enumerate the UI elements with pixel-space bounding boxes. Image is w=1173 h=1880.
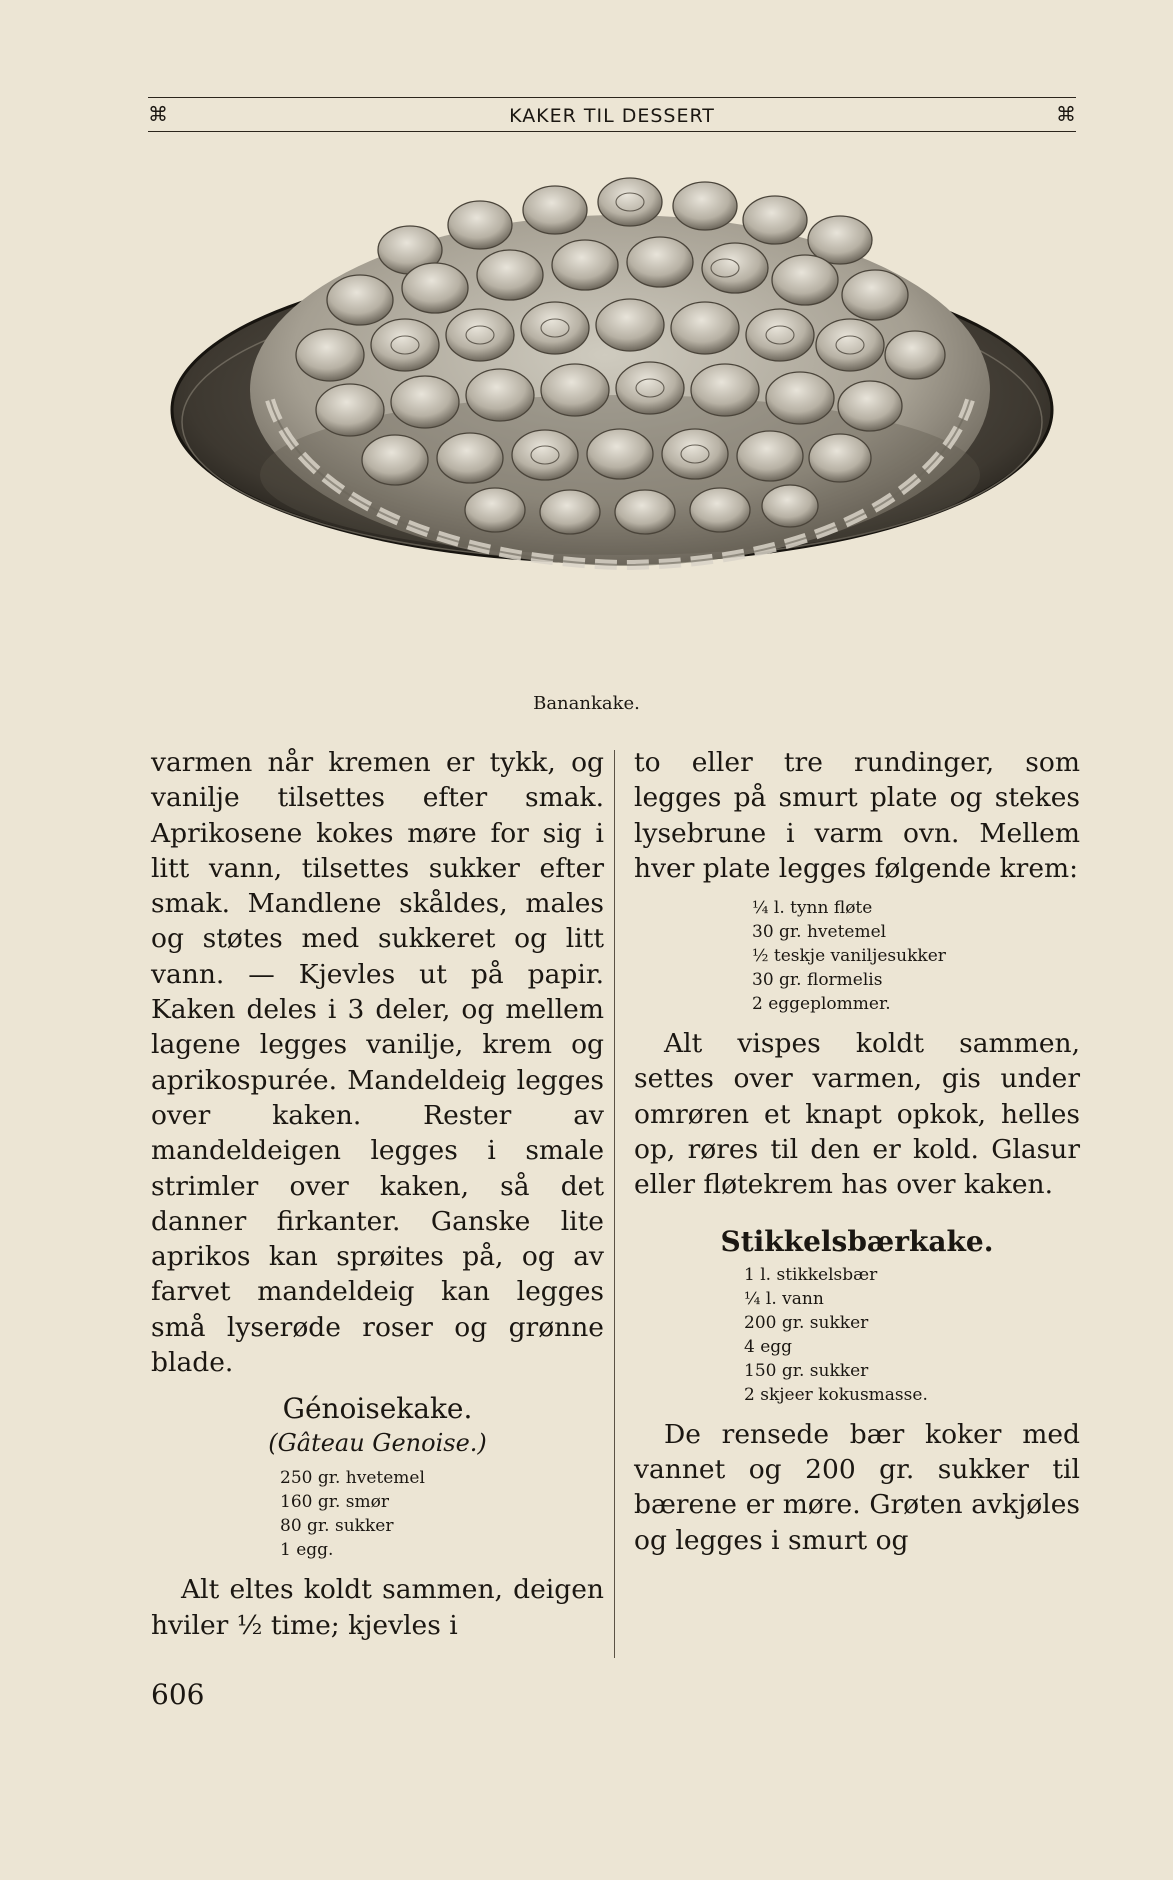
ingredient-item: ¼ l. vann <box>744 1288 824 1309</box>
recipe-title-stikkelsbaer: Stikkelsbærkake. <box>720 1224 994 1258</box>
recipe-subtitle-genoise: (Gâteau Genoise.) <box>268 1429 487 1458</box>
body-paragraph: to eller tre rundinger, som legges på smurt plate og stekes lysebrune i varm ovn. Mellem hver plate legges følgende krem: <box>634 747 1080 884</box>
ingredient-item: 30 gr. flormelis <box>752 970 883 991</box>
body-paragraph: Alt vispes koldt sammen, settes over varmen, gis under omrøren et knapt opkok, helles op, røres til den er kold. Glasur eller fløtekrem has over kaken. <box>634 1028 1080 1201</box>
body-paragraph: De rensede bær koker med vannet og 200 gr. sukker til bærene er møre. Grøten avkjøles og legges i smurt og <box>634 1418 1080 1556</box>
ingredient-item: 30 gr. hvetemel <box>752 922 887 943</box>
right-column <box>634 745 1080 1558</box>
left-column <box>151 745 604 1643</box>
ingredient-item: 150 gr. sukker <box>744 1360 869 1381</box>
ingredient-item: 250 gr. hvetemel <box>280 1468 425 1489</box>
ingredient-list-genoise <box>280 1466 604 1562</box>
page-number: 606 <box>151 1678 205 1711</box>
ingredient-item: 200 gr. sukker <box>744 1312 869 1333</box>
ingredient-item: 80 gr. sukker <box>280 1516 394 1537</box>
body-paragraph: varmen når kremen er tykk, og vanilje tilsettes efter smak. Aprikosene kokes møre for sig i litt vann, tilsettes sukker efter smak. Mandlene skåldes, males og støtes med sukkeret og litt vann. — Kjevles ut på papir. Kaken deles i 3 deler, og mellem lagene legges vanilje, krem og aprikospurée. Mandeldeig legges over kaken. Rester av mandeldeigen legges i smale strimler over kaken, så det danner firkanter. Ganske lite aprikos kan sprøites på, og av farvet mandeldeig kan legges små lyserøde roser og grønne blade. <box>151 747 604 1379</box>
ornament-icon: ⌘ <box>1056 102 1076 126</box>
column-divider <box>614 750 615 1658</box>
body-paragraph: Alt eltes koldt sammen, deigen hviler ½ time; kjevles i <box>151 1574 604 1641</box>
cake-photo <box>150 140 1070 685</box>
recipe-title-genoise: Génoisekake. <box>282 1392 473 1426</box>
ingredient-item: 2 skjeer kokusmasse. <box>744 1384 928 1405</box>
ingredient-list-stikkelsbaer <box>744 1263 1080 1407</box>
ingredient-item: ¼ l. tynn fløte <box>752 898 873 919</box>
ingredient-item: 1 l. stikkelsbær <box>744 1264 878 1285</box>
ingredient-list-cream <box>752 896 1080 1016</box>
figure-caption: Banankake. <box>533 693 640 714</box>
ingredient-item: 1 egg. <box>280 1540 334 1561</box>
running-header <box>148 97 1076 133</box>
ingredient-item: 4 egg <box>744 1336 793 1357</box>
header-rule-top <box>148 97 1076 98</box>
header-title: KAKER TIL DESSERT <box>509 105 715 127</box>
ingredient-item: 2 eggeplommer. <box>752 994 891 1015</box>
header-rule-bottom <box>148 131 1076 132</box>
ingredient-item: ½ teskje vaniljesukker <box>752 946 946 967</box>
ingredient-item: 160 gr. smør <box>280 1492 390 1513</box>
ornament-icon: ⌘ <box>148 102 168 126</box>
